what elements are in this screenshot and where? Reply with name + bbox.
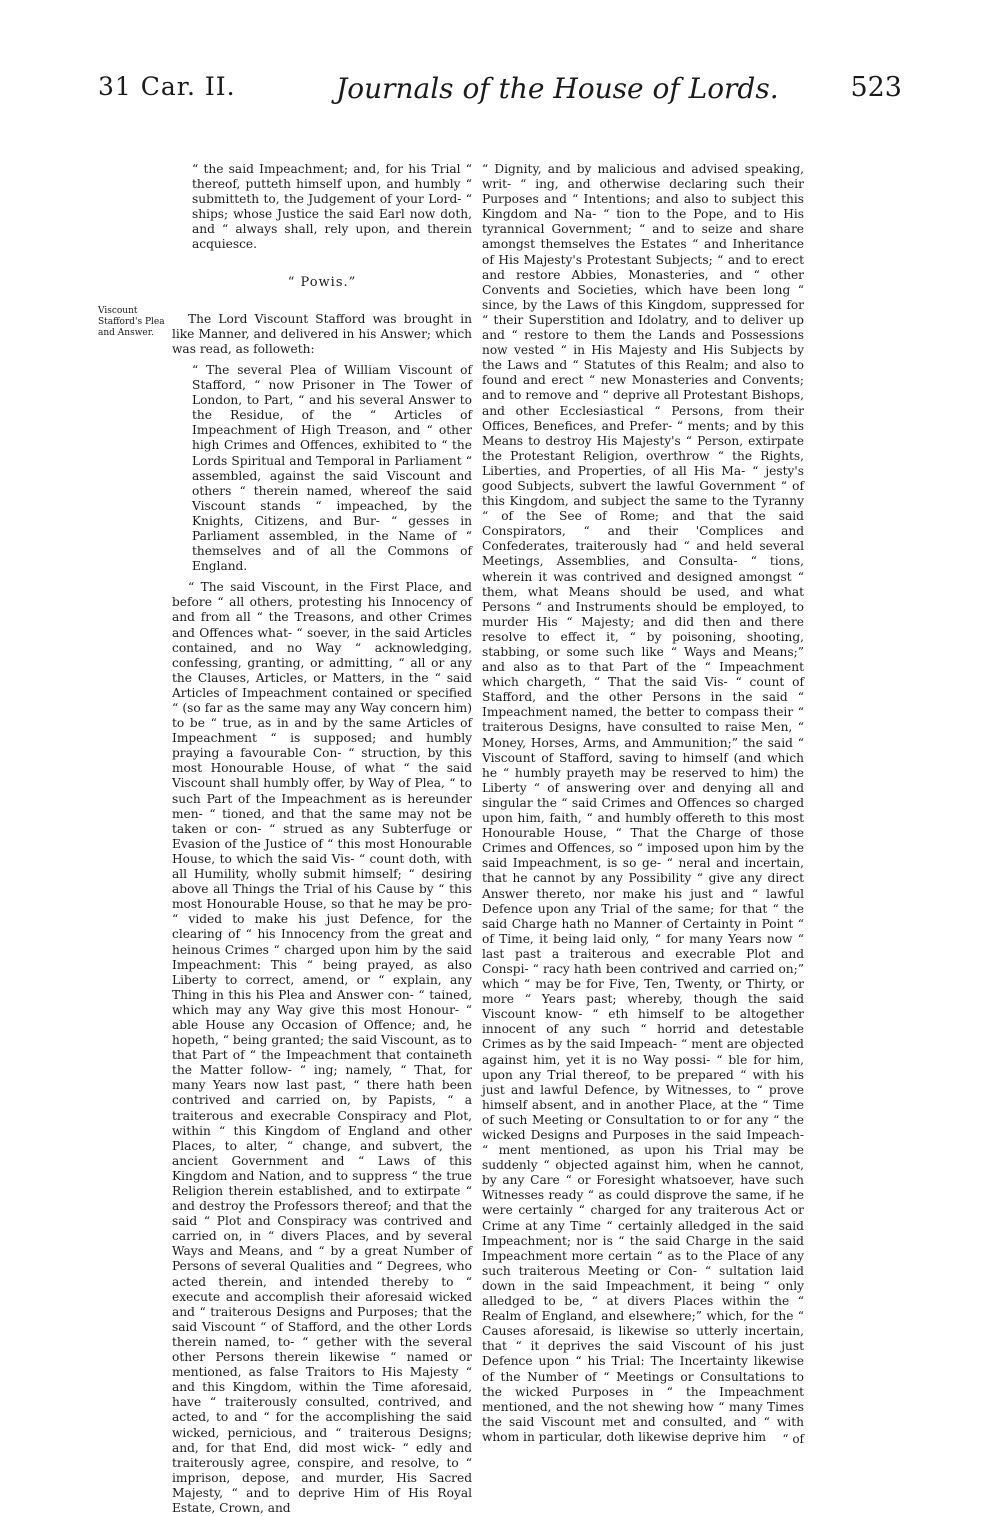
left-column [172,162,472,1515]
margin-note: Viscount Stafford's Plea and Answer. [98,306,165,338]
plea-body-left: “ The said Viscount, in the First Place, and before “ all others, protesting his Innocency of and from all “ the Treasons, and other Crimes and Offences what- “ soever, in the said Articles contained, and no Way “ acknowledging, confessing, granting, or admitting, “ all or any the Clauses, Articles, or Matters, in the “ said Articles of Impeachment contained or specified “ (so far as the same may any Way concern him) to be “ true, as in and by the same Articles of Impeachment “ is supposed; and humbly praying a favourable Con- “ struction, by this most Honourable House, of what “ the said Viscount shall humbly offer, by Way of Plea, “ to such Part of the Impeachment as is hereunder men- “ tioned, and that the same may not be taken or con- “ strued as any Subterfuge or Evasion of the Justice of “ this most Honourable House, to which the said Vis- “ count doth, with all Humility, wholly submit himself; “ desiring above all Things the Trial of his Cause by “ this most Honourable House, so that he may be pro- “ vided to make his just Defence, for the clearing of “ his Innocency from the great and heinous Crimes “ charged upon him by the said Impeachment: This “ being prayed, as also Liberty to correct, amend, or “ explain, any Thing in this his Plea and Answer con- “ tained, which may any Way give this most Honour- “ able House any Occasion of Offence; and, he hopeth, “ being granted; the said Viscount, as to that Part of “ the Impeachment that containeth the Matter follow- “ ing; namely, “ That, for many Years now last past, “ there hath been contrived and carried on, by Papists, “ a traiterous and execrable Conspiracy and Plot, within “ this Kingdom of England and other Places, to alter, “ change, and subvert, the ancient Government and “ Laws of this Kingdom and Nation, and to suppress “ the true Religion therein established, and to extirpate “ and destroy the Professors thereof; and that the said “ Plot and Conspiracy was contrived and carried on, in “ divers Places, and by several Ways and Means, and “ by a great Number of Persons of several Qualities and “ Degrees, who acted therein, and intended thereby to “ execute and accomplish their aforesaid wicked and “ traiterous Designs and Purposes; that the said Viscount “ of Stafford, and the other Lords therein named, to- “ gether with the several other Persons therein likewise “ named or mentioned, as false Traitors to His Majesty “ and this Kingdom, within the Time aforesaid, have “ traiterously consulted, contrived, and acted, to and “ for the accomplishing the said wicked, pernicious, and “ traiterous Designs; and, for that End, did most wick- “ edly and traiterously agree, conspire, and resolve, to “ imprison, depose, and murder, His Sacred Majesty, “ and to deprive Him of His Royal Estate, Crown, and [172,580,472,1515]
right-column [482,162,804,1452]
running-title: Journals of the House of Lords. [336,72,779,105]
signature-powis: “ Powis.” [287,274,357,290]
answer-continuation: “ the said Impeachment; and, for his Trial “ thereof, putteth himself upon, and humbly “ submitteth to, the Judgement of your Lord- “ ships; whose Justice the said Earl now doth, and “ always shall, rely upon, and therein acquiesce. [192,162,472,252]
plea-body-right: “ Dignity, and by malicious and advised speaking, writ- “ ing, and otherwise declaring such their Purposes and “ Intentions; and also to subject this Kingdom and Na- “ tion to the Pope, and to His tyrannical Government; “ and to seize and share amongst themselves the Estates “ and Inheritance of His Majesty's Protestant Subjects; “ and to erect and restore Abbies, Monasteries, and “ other Convents and Societies, which have been long “ since, by the Laws of this Kingdom, suppressed for “ their Superstition and Idolatry, and to deliver up and “ restore to them the Lands and Possessions now vested “ in His Majesty and His Subjects by the Laws and “ Statutes of this Realm; and also to found and erect “ new Monasteries and Convents; and to remove and “ deprive all Protestant Bishops, and other Ecclesiastical “ Persons, from their Offices, Benefices, and Prefer- “ ments; and by this Means to destroy His Majesty's “ Person, extirpate the Protestant Religion, overthrow “ the Rights, Liberties, and Properties, of all His Ma- “ jesty's good Subjects, subvert the lawful Government “ of this Kingdom, and subject the same to the Tyranny “ of the See of Rome; and that the said Conspirators, “ and their 'Complices and Confederates, traiterously had “ and held several Meetings, Assemblies, and Consulta- “ tions, wherein it was contrived and designed amongst “ them, what Means should be used, and what Persons “ and Instruments should be employed, to murder His “ Majesty; and did then and there resolve to effect it, “ by poisoning, shooting, stabbing, or some such like “ Ways and Means;” and also as to that Part of the “ Impeachment which chargeth, “ That the said Vis- “ count of Stafford, and the other Persons in the said “ Impeachment named, the better to compass their “ traiterous Designs, have consulted to raise Men, “ Money, Horses, Arms, and Ammunition;” the said “ Viscount of Stafford, saving to himself (and which he “ humbly prayeth may be reserved to him) the Liberty “ of answering over and denying all and singular the “ said Crimes and Offences so charged upon him, faith, “ and humbly offereth to this most Honourable House, “ That the Charge of those Crimes and Offences, so “ imposed upon him by the said Impeachment, is so ge- “ neral and incertain, that he cannot by any Possibility “ give any direct Answer thereto, nor make his just and “ lawful Defence upon any Trial of the same; for that “ the said Charge hath no Manner of Certainty in Point “ of Time, it being laid only, “ for many Years now “ last past a traiterous and execrable Plot and Conspi- “ racy hath been contrived and carried on;” which “ may be for Five, Ten, Twenty, or Thirty, or more “ Years past; whereby, though the said Viscount know- “ eth himself to be altogether innocent of any such “ horrid and detestable Crimes as by the said Impeach- “ ment are objected against him, yet it is no Way possi- “ ble for him, upon any Trial thereof, to be prepared “ with his just and lawful Defence, by Witnesses, to “ prove himself absent, and in another Place, at the “ Time of such Meeting or Consultation to or for any “ the wicked Designs and Purposes in the said Impeach- “ ment mentioned, as upon his Trial may be suddenly “ objected against him, when he cannot, by any Care “ or Foresight whatsoever, have such Witnesses ready “ as could disprove the same, if he were certainly “ charged for any traiterous Act or Crime at any Time “ certainly alledged in the said Impeachment; nor is “ the said Charge in the said Impeachment more certain “ as to the Place of any such traiterous Meeting or Con- “ sultation laid down in the said Impeachment, it being “ only alledged to be, “ at divers Places within the “ Realm of England, and elsewhere;” which, for the “ Causes aforesaid, is likewise so utterly incertain, that “ it deprives the said Viscount of his just Defence upon “ his Trial: The Incertainty likewise of the Number of “ Meetings or Consultations to the wicked Purposes in “ the Impeachment mentioned, and the not shewing how “ many Times the said Viscount met and consulted, and “ with whom in particular, doth likewise deprive him [482,162,804,1444]
regnal-year-header: 31 Car. II. [98,72,236,101]
plea-title: “ The several Plea of William Viscount of Stafford, “ now Prisoner in The Tower of London, to Part, “ and his several Answer to the Residue, of the “ Articles of Impeachment of High Treason, and “ other high Crimes and Offences, exhibited to “ the Lords Spiritual and Temporal in Parliament “ assembled, against the said Viscount and others “ therein named, whereof the said Viscount stands “ impeached, by the Knights, Citizens, and Bur- “ gesses in Parliament assembled, in the Name of “ themselves and of all the Commons of England. [192,362,472,574]
page-number: 523 [850,72,902,103]
catchword: “ of [782,1432,804,1446]
stafford-intro: The Lord Viscount Stafford was brought in like Manner, and delivered in his Answer; which was read, as followeth: [172,311,472,356]
